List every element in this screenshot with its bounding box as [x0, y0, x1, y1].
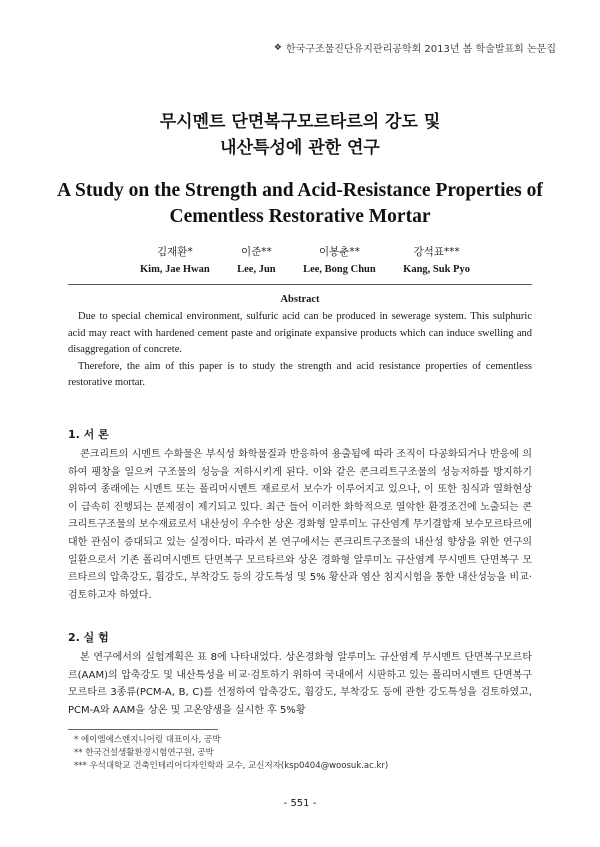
- body-paragraph: 본 연구에서의 실험계획은 표 8에 나타내었다. 상온경화형 알루미노 규산염계 무시멘트 단면복구모르타르(AAM)의 압축강도 및 내산특성을 비교·검토하기 위하여 국내에서 시판하고 있는 폴리머시멘트 단면복구모르타르 3종류(PCM-A, B, C)를 선정하여 압축강도, 휨강도, 부착강도 등에 관한 강도특성을 검토하였고, PCM-A와 AAM을 상온 및 고온양생을 실시한 후 5%황: [68, 652, 532, 716]
- author-name-english: Kang, Suk Pyo: [403, 264, 470, 275]
- body-paragraph: 콘크리트의 시멘트 수화물은 부식성 화학물질과 반응하여 용출됨에 따라 조직이 다공화되거나 반응에 의하여 팽창을 일으켜 구조물의 성능을 저하시키게 된다. 이와 같은 콘크리트구조물의 성능저하를 방지하기 위하여 종래에는 시멘트 또는 폴리머시멘트 재료로서 보수가 이루어지고 있으나, 이 또한 침식과 열화현상이 급속히 진행되는 문제점이 제기되고 있다. 최근 들어 이러한 화학적으로 열악한 환경조건에 노출되는 콘크리트구조물의 보수재료로서 내산성이 우수한 상온 경화형 알루미노 규산염계 무기결합재 보수모르타르에 대한 관심이 증대되고 있는 실정이다. 따라서 본 연구에서는 콘크리트구조물의 내산성 향상을 위한 연구의 일환으로서 기존 폴리머시멘트 단면복구 모르타르와 상온 경화형 알루미노 규산염계 무시멘트 단면복구 모르타르의 압축강도, 휨강도, 부착강도 등의 강도특성 및 5% 황산과 염산 침지시험을 통한 내산성능을 비교·검토하고자 하였다.: [68, 449, 532, 601]
- author-name-korean: 이봉춘**: [318, 246, 360, 258]
- journal-header: [274, 40, 556, 55]
- title-divider: [68, 284, 532, 285]
- footnote: * 에이엠에스엔지니어링 대표이사, 공박: [74, 735, 221, 745]
- journal-name: 한국구조물진단유지관리공학회 2013년 봄 학술발표회 논문집: [285, 44, 556, 55]
- author-name-english: Lee, Bong Chun: [303, 264, 376, 275]
- author-name-korean: 김재환*: [157, 246, 193, 258]
- footnote-divider: [68, 729, 218, 730]
- abstract-body: [68, 309, 532, 392]
- diamond-icon: ❖: [273, 42, 282, 53]
- footnote: ** 한국건설생활환경시험연구원, 공박: [74, 748, 214, 758]
- author-name-korean: 강석표***: [413, 246, 460, 258]
- author-name-korean: 이준**: [241, 246, 272, 258]
- korean-title-line-2: 내산특성에 관한 연구: [220, 138, 380, 158]
- english-title-line-2: Cementless Restorative Mortar: [169, 206, 431, 227]
- korean-title: [0, 109, 600, 161]
- author: [303, 243, 376, 279]
- abstract-paragraph: Due to special chemical environment, sulfuric acid can be produced in sewerage system. This sulphuric acid may react with hardened cement paste and originate expansive products which can induce swelling and disaggregation of concrete.: [68, 311, 532, 355]
- author: [140, 243, 210, 279]
- english-title: [0, 178, 600, 230]
- author: [237, 243, 276, 279]
- section-heading-experiment: 2. 실 험: [68, 631, 109, 644]
- footnote: *** 우석대학교 건축인테리어디자인학과 교수, 교신저자(ksp0404@woosuk.ac.kr): [74, 761, 389, 771]
- author-name-english: Lee, Jun: [237, 264, 276, 275]
- page-number: - 551 -: [283, 798, 317, 809]
- english-title-line-1: A Study on the Strength and Acid-Resistance Properties of: [57, 180, 543, 201]
- introduction-body: [68, 446, 532, 604]
- author-list: [140, 243, 470, 279]
- footnotes: [74, 734, 534, 773]
- experiment-body: [68, 649, 532, 719]
- section-heading-introduction: 1. 서 론: [68, 428, 109, 441]
- author: [403, 243, 470, 279]
- author-name-english: Kim, Jae Hwan: [140, 264, 210, 275]
- korean-title-line-1: 무시멘트 단면복구모르타르의 강도 및: [159, 112, 441, 132]
- abstract-heading: Abstract: [280, 294, 320, 305]
- abstract-paragraph: Therefore, the aim of this paper is to study the strength and acid resistance properties of cementless restorative mortar.: [68, 360, 532, 388]
